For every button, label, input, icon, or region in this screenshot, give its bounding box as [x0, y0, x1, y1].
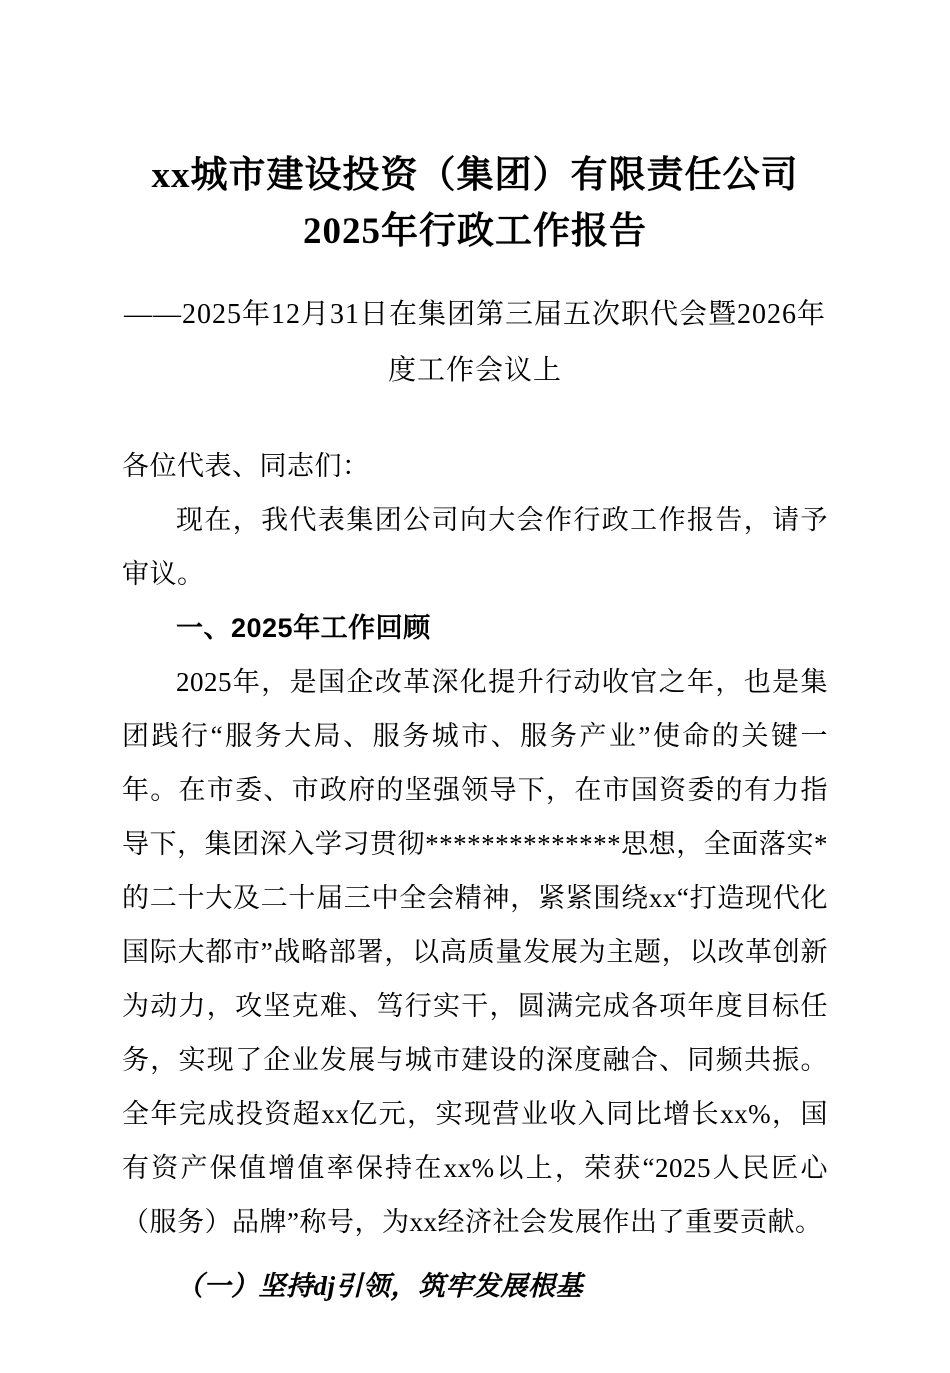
document-title: xx城市建设投资（集团）有限责任公司2025年行政工作报告: [151, 155, 799, 252]
paragraph-intro: 现在，我代表集团公司向大会作行政工作报告，请予审议。: [122, 505, 828, 589]
document-body: [122, 439, 828, 1313]
section-heading-2025-review: 一、2025年工作回顾: [176, 613, 431, 643]
document-subtitle: ——2025年12月31日在集团第三届五次职代会暨2026年度工作会议上: [123, 299, 826, 386]
paragraph-review-overview: 2025年，是国企改革深化提升行动收官之年，也是集团践行“服务大局、服务城市、服务产业”使命的关键一年。在市委、市政府的坚强领导下，在市国资委的有力指导下，集团深入学习贯彻**************思想，全面落实*的二十大及二十届三中全会精神，紧紧围绕xx“打造现代化国际大都市”战略部署，以高质量发展为主题，以改革创新为动力，攻坚克难、笃行实干，圆满完成各项年度目标任务，实现了企业发展与城市建设的深度融合、同频共振。全年完成投资超xx亿元，实现营业收入同比增长xx%，国有资产保值增值率保持在xx%以上，荣获“2025人民匠心（服务）品牌”称号，为xx经济社会发展作出了重要贡献。: [122, 667, 828, 1237]
paragraph-salutation: 各位代表、同志们：: [122, 451, 370, 481]
subsection-heading-dj-leadership: （一）坚持dj引领，筑牢发展根基: [176, 1271, 584, 1301]
